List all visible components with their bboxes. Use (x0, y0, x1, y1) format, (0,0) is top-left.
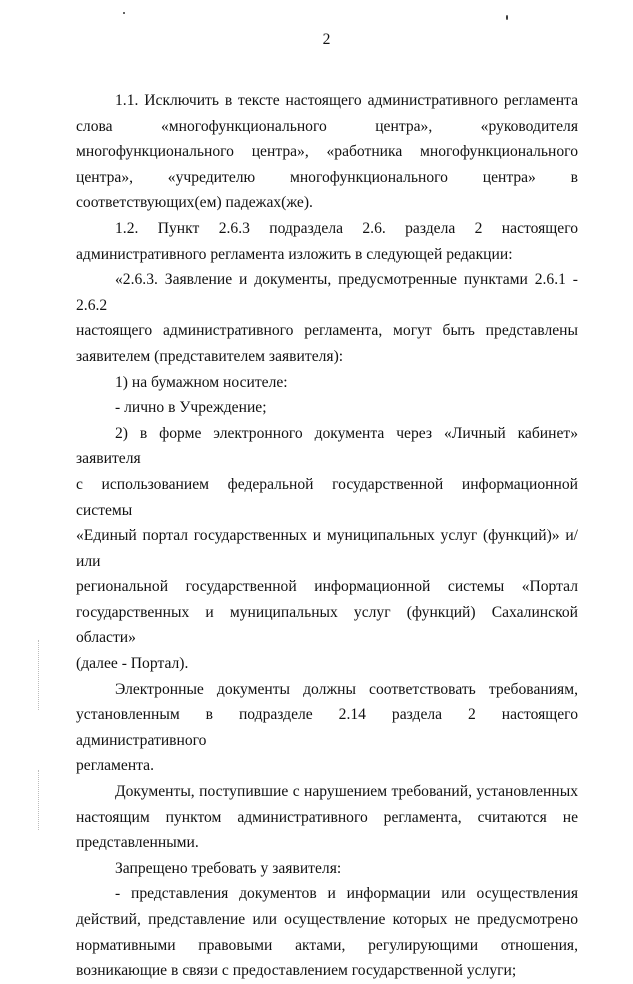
text-line: нормативными правовыми актами, регулирующими отношения, (76, 936, 578, 954)
text-line: Документы, поступившие с нарушением требований, установленных (115, 783, 578, 801)
text-line: Запрещено требовать у заявителя: (115, 859, 342, 877)
paragraph-3 (76, 267, 578, 369)
text-line: - представления документов и информации или осуществления (115, 885, 578, 903)
scan-speck (506, 15, 508, 20)
text-line: с использованием федеральной государственной информационной системы (76, 475, 578, 519)
text-line: настоящего административного регламента, могут быть представлены (76, 322, 578, 340)
scan-speck (123, 12, 125, 14)
text-line: слова «многофункционального центра», «руководителя (76, 117, 578, 135)
text-line: заявителем (представителем заявителя): (76, 347, 344, 365)
paragraph-7 (76, 677, 578, 779)
paragraph-10 (76, 881, 578, 983)
paragraph-4 (76, 370, 578, 396)
text-line: Электронные документы должны соответствовать требованиям, (115, 680, 578, 698)
paragraph-2 (76, 216, 578, 267)
text-line: государственных и муниципальных услуг (функций) Сахалинской области» (76, 603, 578, 647)
text-line: 2) в форме электронного документа через «Личный кабинет» заявителя (76, 424, 578, 468)
text-line: «2.6.3. Заявление и документы, предусмотренные пунктами 2.6.1 - 2.6.2 (76, 271, 578, 314)
text-line: действий, представление или осуществление которых не предусмотрено (76, 911, 578, 928)
text-line: - лично в Учреждение; (115, 399, 267, 417)
text-line: возникающие в связи с предоставлением государственной услуги; (76, 962, 517, 980)
text-line: установленным в подразделе 2.14 раздела 2 настоящего административного (76, 706, 578, 749)
scan-margin-artifact (38, 770, 40, 830)
text-line: региональной государственной информационной системы «Портал (76, 578, 578, 596)
scan-margin-artifact (38, 640, 40, 710)
text-line: представленными. (76, 834, 199, 852)
text-line: 1.2. Пункт 2.6.3 подраздела 2.6. раздела 2 настоящего (115, 219, 578, 237)
text-line: административного регламента изложить в следующей редакции: (76, 245, 513, 263)
text-line: регламента. (76, 757, 154, 775)
paragraph-6 (76, 421, 578, 677)
text-line: (далее - Портал). (76, 655, 189, 673)
text-line: 1.1. Исключить в тексте настоящего административного регламента (115, 92, 578, 109)
text-line: многофункционального центра», «работника многофункционального (76, 143, 578, 161)
paragraph-8 (76, 779, 578, 856)
page-number: 2 (322, 31, 331, 48)
text-line: соответствующих(ем) падежах(же). (76, 194, 313, 212)
text-line: настоящим пунктом административного регламента, считаются не (76, 808, 578, 826)
paragraph-9 (76, 856, 578, 882)
paragraph-1 (76, 88, 578, 216)
document-body (76, 88, 578, 984)
text-line: «Единый портал государственных и муниципальных услуг (функций)» и/или (76, 527, 578, 570)
text-line: 1) на бумажном носителе: (115, 373, 288, 391)
text-line: центра», «учредителю многофункционального центра» в (76, 168, 578, 186)
paragraph-5 (76, 395, 578, 421)
